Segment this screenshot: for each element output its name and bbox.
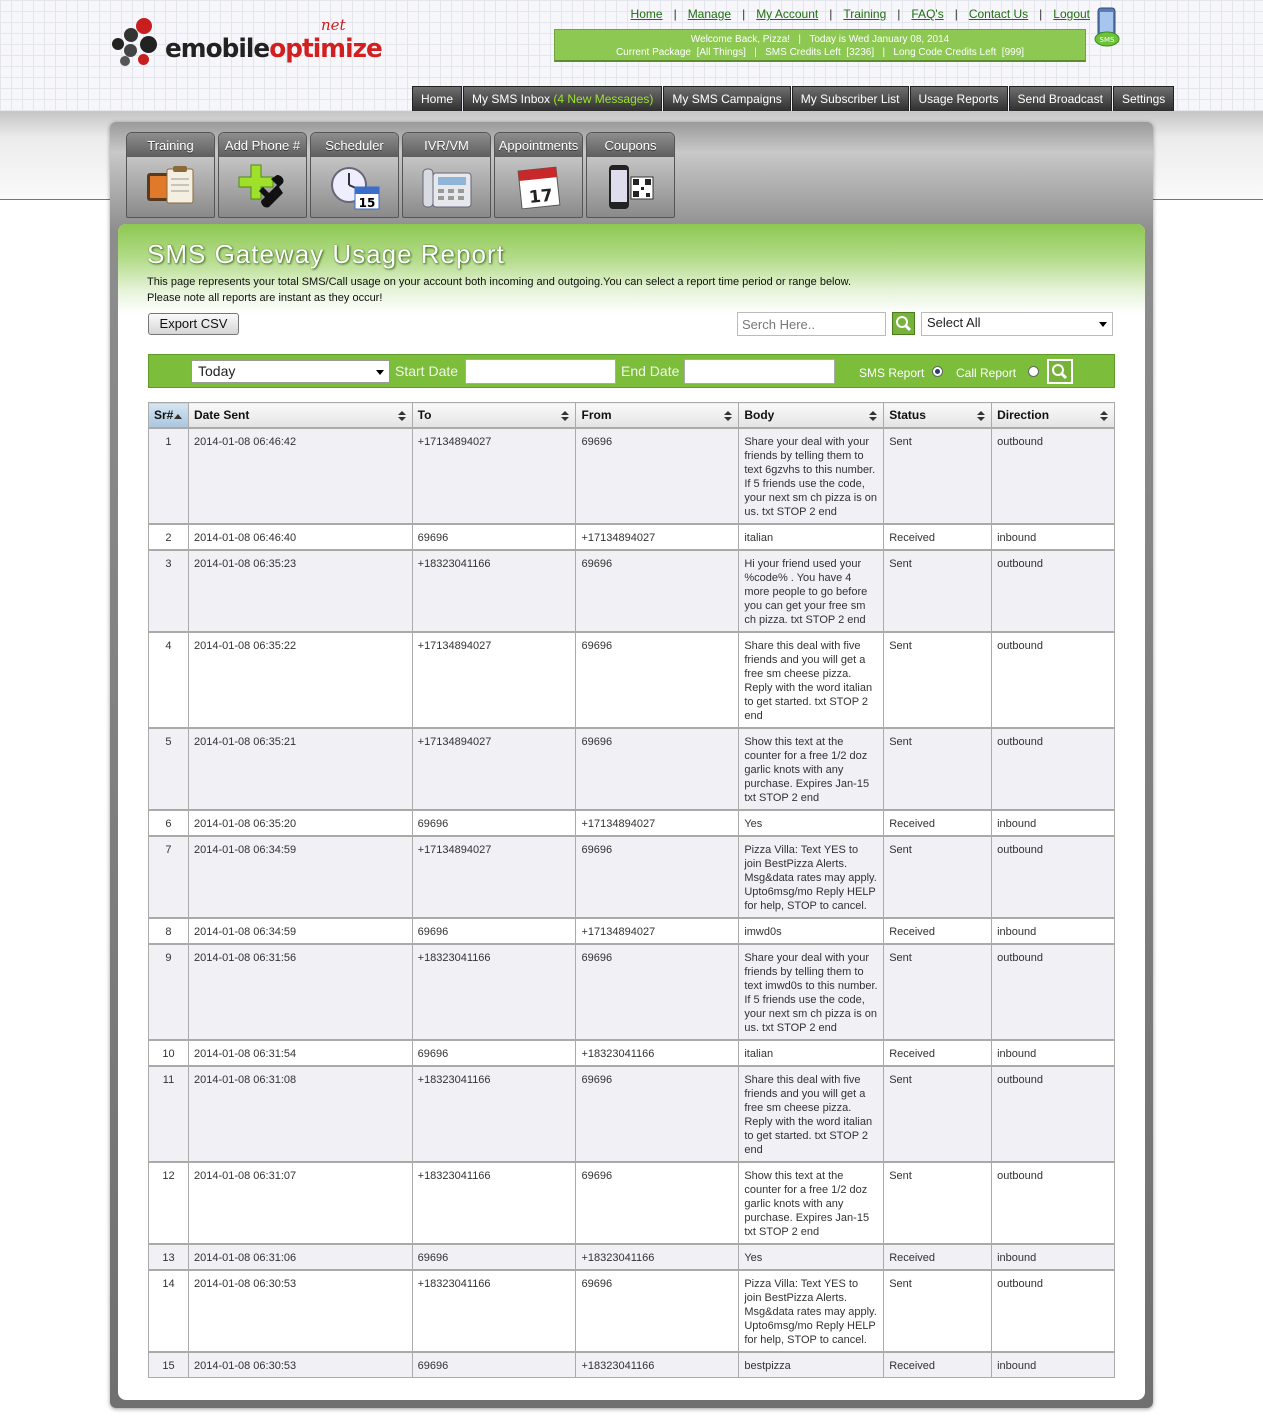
cell-date-sent: 2014-01-08 06:34:59 [188, 836, 412, 918]
cell-sr: 7 [149, 836, 189, 918]
top-link-logout[interactable]: Logout [1053, 7, 1090, 21]
cell-sr: 4 [149, 632, 189, 728]
tab-home[interactable]: Home [412, 86, 462, 111]
cell-body: Yes [739, 1244, 884, 1270]
cell-from: 69696 [576, 428, 739, 524]
cell-status: Sent [884, 428, 992, 524]
page-description [147, 274, 851, 306]
cell-to: +18323041166 [412, 1066, 576, 1162]
cell-from: 69696 [576, 632, 739, 728]
table-row [149, 632, 1115, 728]
top-link-faqs[interactable]: FAQ's [911, 7, 944, 21]
logo-net: net [321, 16, 346, 34]
page-description-line-1: This page represents your total SMS/Call usage on your account both incoming and outgoing.You can select a report time period or range below. [147, 276, 852, 288]
cell-status: Received [884, 1244, 992, 1270]
sms-report-radio[interactable] [932, 366, 943, 377]
cell-status: Received [884, 810, 992, 836]
cell-to: +18323041166 [412, 944, 576, 1040]
sms-credits-value: [3236] [846, 47, 875, 58]
cell-from: +17134894027 [576, 918, 739, 944]
table-row [149, 1040, 1115, 1066]
cell-status: Sent [884, 632, 992, 728]
tab-subscriber-list[interactable]: My Subscriber List [792, 86, 909, 111]
tile-scheduler[interactable] [310, 132, 399, 218]
svg-text:15: 15 [358, 196, 376, 210]
svg-text:17: 17 [528, 185, 554, 209]
cell-status: Sent [884, 550, 992, 632]
cell-status: Received [884, 1040, 992, 1066]
cell-direction: inbound [992, 524, 1115, 550]
new-messages-count: (4 New Messages) [553, 92, 654, 106]
cell-sr: 11 [149, 1066, 189, 1162]
sort-icon [869, 411, 877, 415]
cell-sr: 6 [149, 810, 189, 836]
cell-direction: inbound [992, 1040, 1115, 1066]
table-row [149, 1244, 1115, 1270]
cell-sr: 5 [149, 728, 189, 810]
column-header-direction[interactable]: Direction [992, 403, 1115, 428]
page-title: SMS Gateway Usage Report [147, 239, 505, 269]
cell-body: Hi your friend used your %code% . You have 4 more people to go before you can get your free sm ch pizza. txt STOP 2 end [739, 550, 884, 632]
call-report-radio[interactable] [1028, 366, 1039, 377]
account-info-box: Welcome Back, Pizza! | Today is Wed January 08, 2014 Current Package [All Things] | SMS Credits Left [3236] | Long Code Credits Left [999] [554, 29, 1086, 62]
logo-text: emobileoptimize [165, 34, 382, 64]
cell-sr: 1 [149, 428, 189, 524]
cell-date-sent: 2014-01-08 06:35:21 [188, 728, 412, 810]
top-link-home[interactable]: Home [630, 7, 663, 21]
cell-date-sent: 2014-01-08 06:46:40 [188, 524, 412, 550]
cell-to: +17134894027 [412, 728, 576, 810]
cell-to: +17134894027 [412, 632, 576, 728]
usage-table [148, 402, 1115, 1378]
cell-from: +17134894027 [576, 810, 739, 836]
cell-direction: inbound [992, 1352, 1115, 1378]
column-header-from[interactable]: From [576, 403, 739, 428]
cell-body: imwd0s [739, 918, 884, 944]
start-date-input[interactable] [465, 359, 616, 384]
column-header-body[interactable]: Body [739, 403, 884, 428]
cell-to: +18323041166 [412, 550, 576, 632]
tile-training[interactable] [126, 132, 215, 218]
cell-body: Show this text at the counter for a free 1/2 doz garlic knots with any purchase. Expires Jan-15 txt STOP 2 end [739, 728, 884, 810]
sort-icon [977, 411, 985, 415]
page-description-line-2: Please note all reports are instant as they occur! [147, 292, 383, 304]
calendar-icon [513, 163, 565, 211]
cell-date-sent: 2014-01-08 06:31:08 [188, 1066, 412, 1162]
top-link-contact-us[interactable]: Contact Us [968, 7, 1029, 21]
cell-from: 69696 [576, 550, 739, 632]
tab-sms-inbox[interactable]: My SMS Inbox (4 New Messages) [463, 86, 662, 111]
sms-phone-icon[interactable] [1094, 7, 1120, 47]
sort-icon [398, 411, 406, 415]
cell-date-sent: 2014-01-08 06:34:59 [188, 918, 412, 944]
cell-date-sent: 2014-01-08 06:35:23 [188, 550, 412, 632]
cell-body: Share your deal with your friends by telling them to text imwd0s to this number. If 5 friends use the code, your next sm ch pizza is on us. txt STOP 2 end [739, 944, 884, 1040]
cell-status: Sent [884, 1270, 992, 1352]
tile-label: Scheduler [311, 133, 398, 157]
cell-to: 69696 [412, 1244, 576, 1270]
table-row [149, 810, 1115, 836]
cell-sr: 10 [149, 1040, 189, 1066]
table-row [149, 728, 1115, 810]
tile-label: Appointments [495, 133, 582, 157]
scheduler-icon [329, 163, 381, 211]
cell-body: Share this deal with five friends and you will get a free sm cheese pizza. Reply with the word italian to get started. txt STOP 2 end [739, 1066, 884, 1162]
cell-body: Pizza Villa: Text YES to join BestPizza Alerts. Msg&data rates may apply. Upto6msg/mo Reply HELP for help, STOP to cancel. [739, 1270, 884, 1352]
chevron-down-icon [1099, 322, 1107, 327]
start-date-label: Start Date [395, 363, 459, 379]
cell-body: Yes [739, 810, 884, 836]
cell-date-sent: 2014-01-08 06:30:53 [188, 1352, 412, 1378]
main-container [110, 122, 1153, 1408]
cell-status: Received [884, 918, 992, 944]
cell-body: italian [739, 524, 884, 550]
period-select[interactable]: Today [191, 360, 390, 383]
cell-sr: 15 [149, 1352, 189, 1378]
sort-asc-icon [174, 413, 182, 419]
table-row [149, 1162, 1115, 1244]
cell-status: Received [884, 524, 992, 550]
cell-from: 69696 [576, 728, 739, 810]
main-nav [412, 86, 1175, 111]
search-button[interactable] [892, 312, 915, 335]
svg-text:SMS: SMS [1099, 36, 1115, 44]
cell-body: italian [739, 1040, 884, 1066]
cell-from: 69696 [576, 944, 739, 1040]
cell-to: 69696 [412, 810, 576, 836]
cell-date-sent: 2014-01-08 06:31:07 [188, 1162, 412, 1244]
table-header-row [149, 403, 1115, 428]
cell-to: 69696 [412, 524, 576, 550]
today-text: Today is Wed January 08, 2014 [809, 34, 950, 45]
tile-appointments[interactable] [494, 132, 583, 218]
cell-status: Sent [884, 728, 992, 810]
search-input[interactable] [737, 312, 886, 336]
cell-sr: 14 [149, 1270, 189, 1352]
tile-label: IVR/VM [403, 133, 490, 157]
sort-icon [724, 411, 732, 415]
filter-search-button[interactable] [1047, 359, 1073, 384]
column-header-sr[interactable]: Sr# [149, 403, 189, 428]
cell-from: 69696 [576, 836, 739, 918]
long-code-label: Long Code Credits Left [893, 47, 997, 58]
export-csv-button[interactable]: Export CSV [148, 313, 239, 335]
tile-label: Add Phone # [219, 133, 306, 157]
cell-status: Sent [884, 836, 992, 918]
cell-direction: inbound [992, 1244, 1115, 1270]
cell-from: +18323041166 [576, 1352, 739, 1378]
cell-direction: outbound [992, 728, 1115, 810]
column-header-to[interactable]: To [412, 403, 576, 428]
cell-direction: outbound [992, 1162, 1115, 1244]
filter-select[interactable]: Select All [921, 312, 1113, 336]
column-header-status[interactable]: Status [884, 403, 992, 428]
package-label: Current Package [615, 47, 691, 58]
tab-send-broadcast[interactable]: Send Broadcast [1009, 86, 1112, 111]
search-icon [1049, 361, 1071, 382]
chevron-down-icon [376, 370, 384, 375]
column-header-date-sent[interactable]: Date Sent [188, 403, 412, 428]
cell-sr: 12 [149, 1162, 189, 1244]
cell-direction: inbound [992, 918, 1115, 944]
ivr-phone-icon [421, 163, 473, 211]
sort-icon [561, 411, 569, 415]
cell-body: Show this text at the counter for a free 1/2 doz garlic knots with any purchase. Expires Jan-15 txt STOP 2 end [739, 1162, 884, 1244]
logo[interactable] [108, 14, 382, 70]
coupon-qr-icon [605, 163, 657, 211]
welcome-text: Welcome Back, Pizza! [690, 34, 791, 45]
cell-body: Pizza Villa: Text YES to join BestPizza Alerts. Msg&data rates may apply. Upto6msg/mo Reply HELP for help, STOP to cancel. [739, 836, 884, 918]
tile-label: Training [127, 133, 214, 157]
tab-settings[interactable]: Settings [1113, 86, 1174, 111]
call-report-label: Call Report [956, 366, 1017, 380]
table-row [149, 550, 1115, 632]
cell-from: 69696 [576, 1270, 739, 1352]
cell-body: Share your deal with your friends by telling them to text 6gzvhs to this number. If 5 friends use the code, your next sm ch pizza is on us. txt STOP 2 end [739, 428, 884, 524]
cell-from: 69696 [576, 1066, 739, 1162]
tool-tiles [126, 132, 675, 218]
cell-sr: 9 [149, 944, 189, 1040]
cell-sr: 8 [149, 918, 189, 944]
top-link-training[interactable]: Training [843, 7, 887, 21]
table-row [149, 836, 1115, 918]
cell-direction: outbound [992, 550, 1115, 632]
sort-icon [1100, 411, 1108, 415]
cell-date-sent: 2014-01-08 06:31:06 [188, 1244, 412, 1270]
tile-label: Coupons [587, 133, 674, 157]
cell-direction: outbound [992, 944, 1115, 1040]
cell-to: +17134894027 [412, 836, 576, 918]
tab-sms-campaigns[interactable]: My SMS Campaigns [663, 86, 790, 111]
cell-to: 69696 [412, 1040, 576, 1066]
tile-add-phone[interactable] [218, 132, 307, 218]
cell-date-sent: 2014-01-08 06:31:56 [188, 944, 412, 1040]
filter-bar [148, 354, 1115, 388]
end-date-input[interactable] [684, 359, 835, 384]
cell-to: +18323041166 [412, 1162, 576, 1244]
cell-to: 69696 [412, 1352, 576, 1378]
tab-usage-reports[interactable]: Usage Reports [910, 86, 1008, 111]
cell-direction: outbound [992, 1270, 1115, 1352]
cell-sr: 2 [149, 524, 189, 550]
table-row [149, 918, 1115, 944]
cell-sr: 13 [149, 1244, 189, 1270]
search-icon [893, 313, 914, 334]
long-code-value: [999] [1001, 47, 1025, 58]
table-row [149, 1352, 1115, 1378]
table-row [149, 428, 1115, 524]
sms-report-label: SMS Report [859, 366, 925, 380]
sms-credits-label: SMS Credits Left [765, 47, 841, 58]
package-value: [All Things] [696, 47, 746, 58]
table-row [149, 524, 1115, 550]
cell-status: Sent [884, 944, 992, 1040]
cell-date-sent: 2014-01-08 06:46:42 [188, 428, 412, 524]
cell-date-sent: 2014-01-08 06:35:22 [188, 632, 412, 728]
table-row [149, 944, 1115, 1040]
cell-direction: outbound [992, 836, 1115, 918]
cell-from: +18323041166 [576, 1040, 739, 1066]
top-links: Home | Manage | My Account | Training | FAQ's | Contact Us | Logout [630, 7, 1090, 21]
cell-direction: outbound [992, 632, 1115, 728]
cell-from: +17134894027 [576, 524, 739, 550]
cell-date-sent: 2014-01-08 06:30:53 [188, 1270, 412, 1352]
top-link-my-account[interactable]: My Account [756, 7, 819, 21]
cell-to: +18323041166 [412, 1270, 576, 1352]
cell-body: Share this deal with five friends and you will get a free sm cheese pizza. Reply with the word italian to get started. txt STOP 2 end [739, 632, 884, 728]
cell-status: Sent [884, 1162, 992, 1244]
cell-direction: inbound [992, 810, 1115, 836]
table-row [149, 1270, 1115, 1352]
cell-from: 69696 [576, 1162, 739, 1244]
cell-to: 69696 [412, 918, 576, 944]
tile-ivr-vm[interactable] [402, 132, 491, 218]
table-row [149, 1066, 1115, 1162]
cell-to: +17134894027 [412, 428, 576, 524]
tile-coupons[interactable] [586, 132, 675, 218]
cell-status: Sent [884, 1066, 992, 1162]
cell-direction: outbound [992, 1066, 1115, 1162]
end-date-label: End Date [621, 363, 680, 379]
report-panel [118, 224, 1145, 1400]
add-phone-icon [237, 163, 289, 211]
top-link-manage[interactable]: Manage [687, 7, 732, 21]
cell-direction: outbound [992, 428, 1115, 524]
cell-date-sent: 2014-01-08 06:35:20 [188, 810, 412, 836]
cell-body: bestpizza [739, 1352, 884, 1378]
training-icon [145, 163, 197, 211]
cell-date-sent: 2014-01-08 06:31:54 [188, 1040, 412, 1066]
cell-from: +18323041166 [576, 1244, 739, 1270]
cell-status: Received [884, 1352, 992, 1378]
cell-sr: 3 [149, 550, 189, 632]
